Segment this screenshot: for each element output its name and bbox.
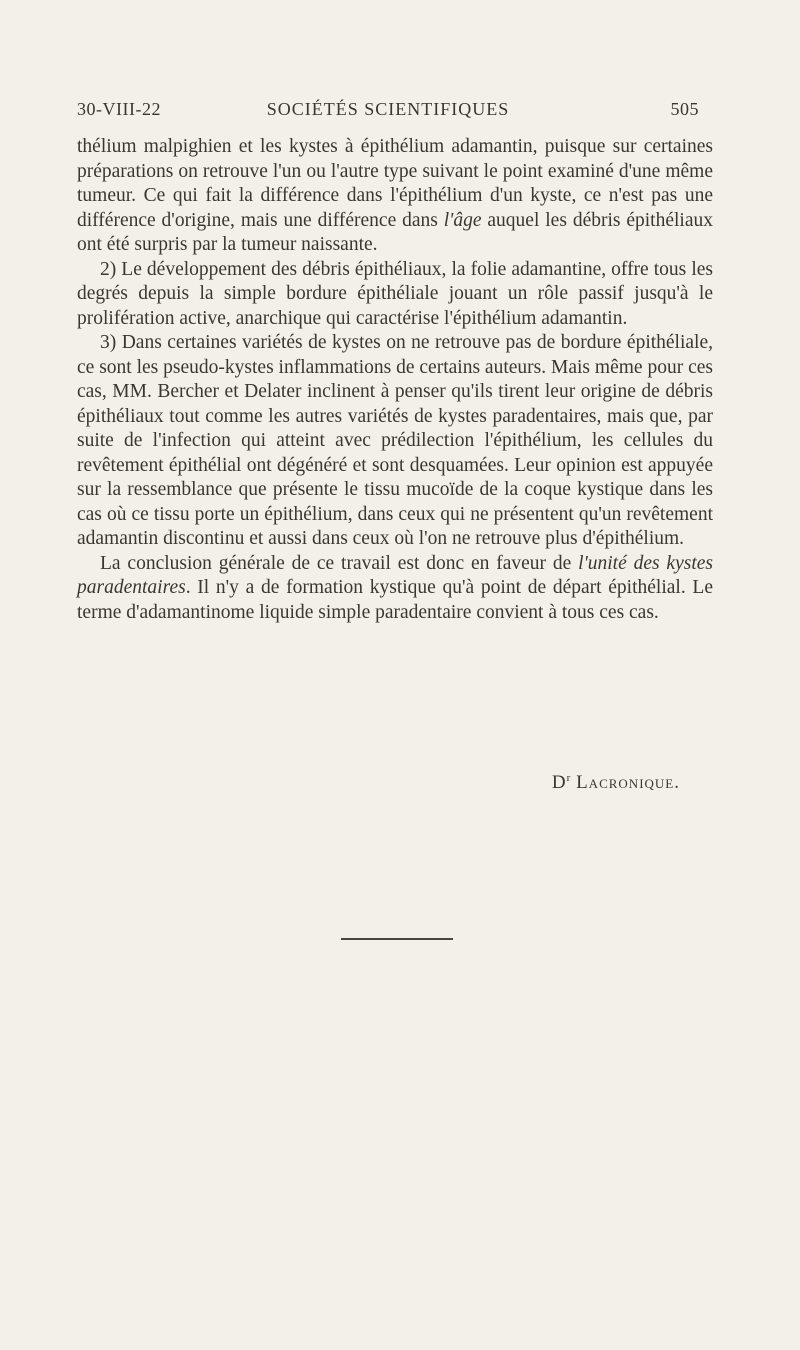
paragraph-4-emphasis: l'unité des kystes paradentaires (77, 552, 713, 598)
author-signature (552, 766, 680, 795)
paragraph-1-text-b: auquel les débris épithéliaux ont été surpris par la tumeur naissante. (77, 209, 713, 255)
signature-title-superscript: r (566, 772, 571, 784)
paragraph-3: 3) Dans certaines variétés de kystes on ne retrouve pas de bordure épithéliale, ce sont les pseudo-kystes inflammations de certains auteurs. Mais même pour ces cas, MM. Bercher et Delater inclinent à penser qu'ils tirent leur origine de débris épithéliaux tout comme les autres variétés de kystes paradentaires, mais que, par suite de l'infection qui atteint avec prédilection l'épithélium, les cellules du revêtement épithélial ont dégénéré et sont desquamées. Leur opinion est appuyée sur la ressemblance que présente le tissu mucoïde de la coque kystique dans les cas où ce tissu porte un épithélium, dans ceux qui ne présentent qu'un revêtement adamantin discontinu et aussi dans ceux où l'on ne retrouve plus d'épithélium. (77, 332, 713, 549)
signature-name: Lacronique. (576, 772, 680, 793)
paragraph-4-text-a: La conclusion générale de ce travail est donc en faveur de (100, 552, 579, 574)
paragraph-4 (77, 552, 713, 626)
body-text (77, 135, 713, 625)
paragraph-4-text-b: . Il n'y a de formation kystique qu'à point de départ épithélial. Le terme d'adamantinome liquide simple paradentaire convient à tous ces cas. (77, 577, 713, 623)
header-date: 30-VIII-22 (77, 99, 161, 119)
paragraph-1-text-a: thélium malpighien et les kystes à épithélium adamantin, puisque sur certaines préparations on retrouve l'un ou l'autre type suivant le point examiné d'une même tumeur. Ce qui fait la différence dans l'épithélium d'un kyste, ce n'est pas une différence d'origine, mais une différence dans (77, 136, 713, 231)
page-number: 505 (670, 99, 699, 119)
paragraph-1 (77, 135, 713, 258)
running-header (77, 97, 699, 121)
section-end-rule (341, 938, 453, 940)
paragraph-1-emphasis: l'âge (443, 209, 482, 231)
signature-title: D (551, 772, 567, 793)
paragraph-2: 2) Le développement des débris épithéliaux, la folie adamantine, offre tous les degrés depuis la simple bordure épithéliale jouant un rôle passif jusqu'à le prolifération active, anarchique qui caractérise l'épithélium adamantin. (77, 258, 713, 329)
header-running-title: SOCIÉTÉS SCIENTIFIQUES (266, 99, 510, 119)
